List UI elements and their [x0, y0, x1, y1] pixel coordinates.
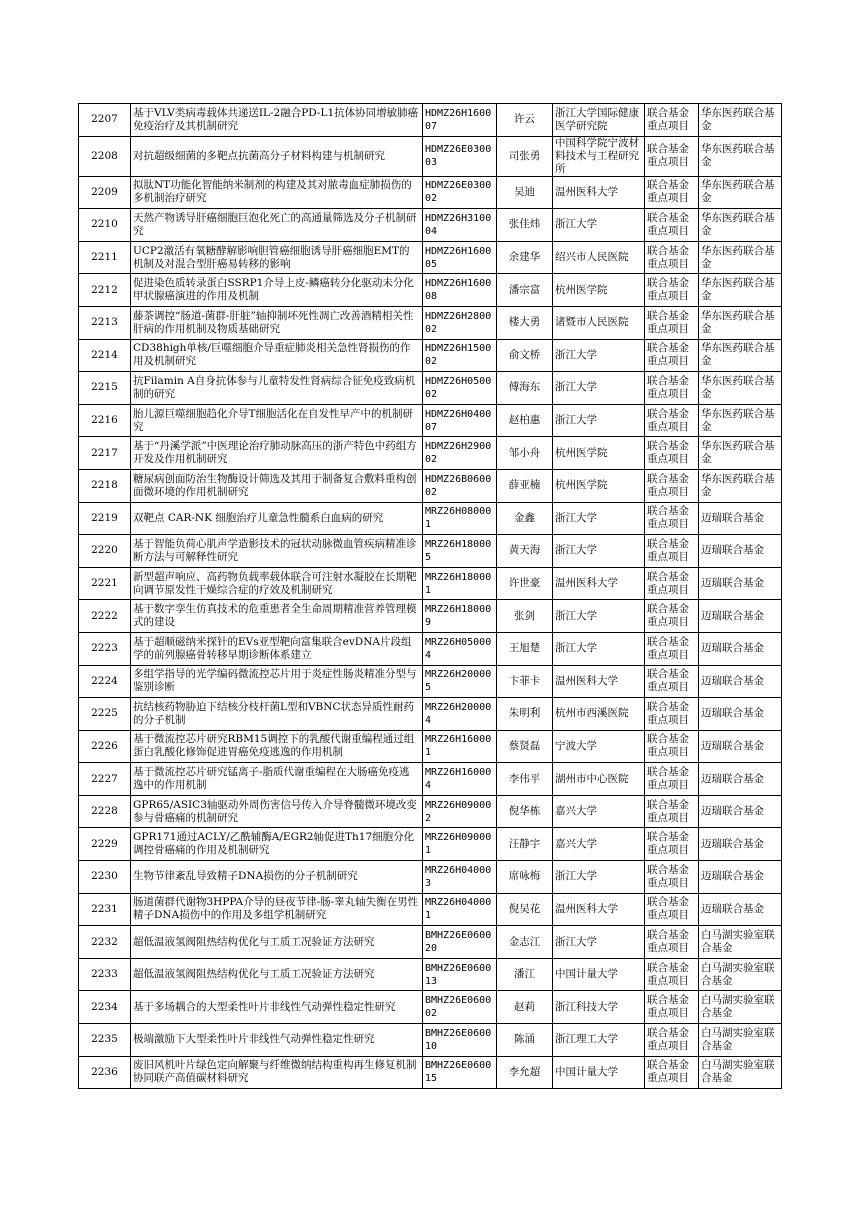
institution: 浙江大学 — [553, 209, 645, 242]
institution: 浙江大学 — [553, 632, 645, 665]
fund-name: 迈瑞联合基金 — [699, 502, 782, 535]
row-number: 2231 — [79, 893, 131, 926]
project-type: 联合基金重点项目 — [645, 1024, 699, 1057]
institution: 温州医科大学 — [553, 176, 645, 209]
table-row — [79, 372, 782, 405]
fund-name: 迈瑞联合基金 — [699, 535, 782, 568]
principal-investigator: 卞菲卡 — [497, 665, 553, 698]
institution: 温州医科大学 — [553, 893, 645, 926]
table-row — [79, 1056, 782, 1089]
table-row — [79, 404, 782, 437]
project-code: HDMZ26B060002 — [423, 469, 497, 502]
project-title: 肠道菌群代谢物3HPPA介导的昼夜节律-肠-睾丸轴失衡在男性精子DNA损伤中的作用及多组学机制研究 — [131, 893, 423, 926]
fund-name: 迈瑞联合基金 — [699, 567, 782, 600]
project-title: 生物节律紊乱导致精子DNA损伤的分子机制研究 — [131, 861, 423, 894]
principal-investigator: 许云 — [497, 104, 553, 137]
row-number: 2223 — [79, 632, 131, 665]
project-title: 天然产物诱导肝癌细胞巨泡化死亡的高通量筛选及分子机制研究 — [131, 209, 423, 242]
project-code: HDMZ26H150002 — [423, 339, 497, 372]
institution: 嘉兴大学 — [553, 795, 645, 828]
project-code: MRZ26H040003 — [423, 861, 497, 894]
fund-name: 迈瑞联合基金 — [699, 763, 782, 796]
table-row — [79, 958, 782, 991]
project-title: 基于微流控芯片研究锰离子-脂质代谢重编程在大肠癌免疫逃逸中的作用机制 — [131, 763, 423, 796]
institution: 浙江大学 — [553, 861, 645, 894]
project-type: 联合基金重点项目 — [645, 372, 699, 405]
principal-investigator: 吴迪 — [497, 176, 553, 209]
project-title: 抗Filamin A自身抗体参与儿童特发性肾病综合征免疫致病机制的研究 — [131, 372, 423, 405]
project-type: 联合基金重点项目 — [645, 926, 699, 959]
project-title: 废旧风机叶片绿色定向解聚与纤维微纳结构重构再生修复机制协同联产高值碳材料研究 — [131, 1056, 423, 1089]
row-number: 2224 — [79, 665, 131, 698]
project-type: 联合基金重点项目 — [645, 763, 699, 796]
institution: 浙江大学 — [553, 926, 645, 959]
row-number: 2221 — [79, 567, 131, 600]
project-type: 联合基金重点项目 — [645, 209, 699, 242]
project-type: 联合基金重点项目 — [645, 437, 699, 470]
principal-investigator: 许世豪 — [497, 567, 553, 600]
table-row — [79, 502, 782, 535]
principal-investigator: 薛亚楠 — [497, 469, 553, 502]
project-type: 联合基金重点项目 — [645, 136, 699, 176]
principal-investigator: 张剑 — [497, 600, 553, 633]
institution: 杭州市西溪医院 — [553, 698, 645, 731]
project-type: 联合基金重点项目 — [645, 698, 699, 731]
project-type: 联合基金重点项目 — [645, 861, 699, 894]
institution: 杭州医学院 — [553, 469, 645, 502]
table-row — [79, 209, 782, 242]
project-title: CD38high单核/巨噬细胞介导重症肺炎相关急性肾损伤的作用及机制研究 — [131, 339, 423, 372]
table-row — [79, 1024, 782, 1057]
fund-name: 迈瑞联合基金 — [699, 600, 782, 633]
table-row — [79, 535, 782, 568]
project-type: 联合基金重点项目 — [645, 730, 699, 763]
table-row — [79, 306, 782, 339]
institution: 宁波大学 — [553, 730, 645, 763]
project-code: HDMZ26E030002 — [423, 176, 497, 209]
project-title: 基于超顺磁纳米探针的EVs亚型靶向富集联合evDNA片段组学的前列腺癌骨转移早期诊断体系建立 — [131, 632, 423, 665]
table-row — [79, 567, 782, 600]
table-row — [79, 698, 782, 731]
row-number: 2208 — [79, 136, 131, 176]
principal-investigator: 倪吴花 — [497, 893, 553, 926]
project-code: MRZ26H090002 — [423, 795, 497, 828]
institution: 嘉兴大学 — [553, 828, 645, 861]
project-type: 联合基金重点项目 — [645, 502, 699, 535]
table-row — [79, 600, 782, 633]
fund-name: 迈瑞联合基金 — [699, 795, 782, 828]
table-row — [79, 274, 782, 307]
project-title: 基于智能负荷心肌声学造影技术的冠状动脉微血管疾病精准诊断方法与可解释性研究 — [131, 535, 423, 568]
project-code: MRZ26H200005 — [423, 665, 497, 698]
principal-investigator: 倪华栋 — [497, 795, 553, 828]
fund-name: 白马湖实验室联合基金 — [699, 1056, 782, 1089]
row-number: 2210 — [79, 209, 131, 242]
principal-investigator: 黄天海 — [497, 535, 553, 568]
row-number: 2236 — [79, 1056, 131, 1089]
principal-investigator: 赵莉 — [497, 991, 553, 1024]
institution: 中国计量大学 — [553, 1056, 645, 1089]
institution: 中国计量大学 — [553, 958, 645, 991]
project-code: MRZ26H050004 — [423, 632, 497, 665]
fund-name: 华东医药联合基金 — [699, 104, 782, 137]
project-type: 联合基金重点项目 — [645, 241, 699, 274]
project-title: 超低温液氢阀阻热结构优化与工质工况验证方法研究 — [131, 926, 423, 959]
project-type: 联合基金重点项目 — [645, 893, 699, 926]
table-row — [79, 437, 782, 470]
institution: 杭州医学院 — [553, 274, 645, 307]
principal-investigator: 王旭楚 — [497, 632, 553, 665]
project-type: 联合基金重点项目 — [645, 176, 699, 209]
table-row — [79, 665, 782, 698]
project-code: HDMZ26H280002 — [423, 306, 497, 339]
institution: 浙江大学 — [553, 600, 645, 633]
fund-name: 华东医药联合基金 — [699, 404, 782, 437]
project-code: HDMZ26H310004 — [423, 209, 497, 242]
project-type: 联合基金重点项目 — [645, 1056, 699, 1089]
institution: 浙江大学国际健康医学研究院 — [553, 104, 645, 137]
row-number: 2207 — [79, 104, 131, 137]
fund-name: 迈瑞联合基金 — [699, 861, 782, 894]
project-title: 基于数字孪生仿真技术的危重患者全生命周期精准营养管理模式的建设 — [131, 600, 423, 633]
fund-name: 华东医药联合基金 — [699, 209, 782, 242]
institution: 浙江理工大学 — [553, 1024, 645, 1057]
institution: 绍兴市人民医院 — [553, 241, 645, 274]
fund-name: 华东医药联合基金 — [699, 339, 782, 372]
fund-name: 迈瑞联合基金 — [699, 698, 782, 731]
fund-name: 迈瑞联合基金 — [699, 632, 782, 665]
principal-investigator: 张佳炜 — [497, 209, 553, 242]
principal-investigator: 席咏梅 — [497, 861, 553, 894]
principal-investigator: 李允超 — [497, 1056, 553, 1089]
fund-name: 白马湖实验室联合基金 — [699, 958, 782, 991]
institution: 浙江大学 — [553, 502, 645, 535]
project-title: 藤茶调控“肠道-菌群-肝脏”轴抑制坏死性凋亡改善酒精相关性肝病的作用机制及物质基础研究 — [131, 306, 423, 339]
project-type: 联合基金重点项目 — [645, 600, 699, 633]
project-type: 联合基金重点项目 — [645, 795, 699, 828]
project-code: HDMZ26H160005 — [423, 241, 497, 274]
table-row — [79, 339, 782, 372]
project-type: 联合基金重点项目 — [645, 665, 699, 698]
project-code: MRZ26H180001 — [423, 567, 497, 600]
principal-investigator: 金志江 — [497, 926, 553, 959]
row-number: 2222 — [79, 600, 131, 633]
row-number: 2233 — [79, 958, 131, 991]
row-number: 2225 — [79, 698, 131, 731]
fund-name: 迈瑞联合基金 — [699, 730, 782, 763]
principal-investigator: 李伟平 — [497, 763, 553, 796]
project-type: 联合基金重点项目 — [645, 339, 699, 372]
row-number: 2213 — [79, 306, 131, 339]
project-title: 糖尿病创面防治生物酶设计筛选及其用于制备复合敷料重构创面微环境的作用机制研究 — [131, 469, 423, 502]
institution: 浙江大学 — [553, 372, 645, 405]
fund-name: 迈瑞联合基金 — [699, 893, 782, 926]
fund-name: 白马湖实验室联合基金 — [699, 926, 782, 959]
principal-investigator: 潘宗富 — [497, 274, 553, 307]
principal-investigator: 余建华 — [497, 241, 553, 274]
project-title: 超低温液氢阀阻热结构优化与工质工况验证方法研究 — [131, 958, 423, 991]
project-type: 联合基金重点项目 — [645, 535, 699, 568]
table-row — [79, 828, 782, 861]
project-title: 双靶点 CAR-NK 细胞治疗儿童急性髓系白血病的研究 — [131, 502, 423, 535]
fund-name: 华东医药联合基金 — [699, 469, 782, 502]
principal-investigator: 傅海东 — [497, 372, 553, 405]
project-title: 对抗超级细菌的多靶点抗菌高分子材料构建与机制研究 — [131, 136, 423, 176]
project-title: 多组学指导的光学编码微流控芯片用于炎症性肠炎精准分型与鉴别诊断 — [131, 665, 423, 698]
row-number: 2212 — [79, 274, 131, 307]
principal-investigator: 蔡贤磊 — [497, 730, 553, 763]
project-title: 新型超声响应、高药物负载率载体联合可注射水凝胶在长期靶向调节原发性干燥综合症的疗效及机制研究 — [131, 567, 423, 600]
principal-investigator: 楼大勇 — [497, 306, 553, 339]
project-code: MRZ26H180005 — [423, 535, 497, 568]
project-title: 基于VLV类病毒载体共递送IL-2融合PD-L1抗体协同增敏肺癌免疫治疗及其机制研究 — [131, 104, 423, 137]
project-type: 联合基金重点项目 — [645, 991, 699, 1024]
row-number: 2209 — [79, 176, 131, 209]
fund-name: 白马湖实验室联合基金 — [699, 1024, 782, 1057]
table-row — [79, 861, 782, 894]
table-row — [79, 104, 782, 137]
project-code: HDMZ26E030003 — [423, 136, 497, 176]
table-row — [79, 632, 782, 665]
project-code: HDMZ26H050002 — [423, 372, 497, 405]
institution: 诸暨市人民医院 — [553, 306, 645, 339]
row-number: 2219 — [79, 502, 131, 535]
fund-name: 白马湖实验室联合基金 — [699, 991, 782, 1024]
principal-investigator: 潘江 — [497, 958, 553, 991]
fund-name: 迈瑞联合基金 — [699, 665, 782, 698]
project-type: 联合基金重点项目 — [645, 306, 699, 339]
row-number: 2227 — [79, 763, 131, 796]
project-type: 联合基金重点项目 — [645, 958, 699, 991]
project-code: BMHZ26E060010 — [423, 1024, 497, 1057]
project-table-body — [79, 104, 782, 1089]
row-number: 2235 — [79, 1024, 131, 1057]
project-code: HDMZ26H160008 — [423, 274, 497, 307]
project-title: 抗结核药物胁迫下结核分枝杆菌L型和VBNC状态异质性耐药的分子机制 — [131, 698, 423, 731]
principal-investigator: 司张勇 — [497, 136, 553, 176]
project-code: HDMZ26H040007 — [423, 404, 497, 437]
principal-investigator: 汪静宇 — [497, 828, 553, 861]
table-row — [79, 241, 782, 274]
table-row — [79, 795, 782, 828]
row-number: 2229 — [79, 828, 131, 861]
institution: 湖州市中心医院 — [553, 763, 645, 796]
project-code: MRZ26H080001 — [423, 502, 497, 535]
row-number: 2228 — [79, 795, 131, 828]
row-number: 2230 — [79, 861, 131, 894]
project-type: 联合基金重点项目 — [645, 567, 699, 600]
project-title: 基于“丹溪学派”中医理论治疗肺动脉高压的浙产特色中药组方开发及作用机制研究 — [131, 437, 423, 470]
institution: 浙江大学 — [553, 339, 645, 372]
row-number: 2226 — [79, 730, 131, 763]
project-title: 基于多场耦合的大型柔性叶片非线性气动弹性稳定性研究 — [131, 991, 423, 1024]
principal-investigator: 俞文桥 — [497, 339, 553, 372]
project-title: GPR65/ASIC3轴驱动外周伤害信号传入介导脊髓微环境改变参与骨癌痛的机制研究 — [131, 795, 423, 828]
fund-name: 华东医药联合基金 — [699, 306, 782, 339]
fund-name: 华东医药联合基金 — [699, 176, 782, 209]
row-number: 2215 — [79, 372, 131, 405]
table-row — [79, 893, 782, 926]
project-code: BMHZ26E060002 — [423, 991, 497, 1024]
row-number: 2232 — [79, 926, 131, 959]
principal-investigator: 金鑫 — [497, 502, 553, 535]
table-row — [79, 469, 782, 502]
fund-name: 华东医药联合基金 — [699, 274, 782, 307]
row-number: 2211 — [79, 241, 131, 274]
project-code: BMHZ26E060020 — [423, 926, 497, 959]
project-title: 基于微流控芯片研究RBM15调控下的乳酸代谢重编程通过组蛋白乳酸化修饰促进胃癌免疫逃逸的作用机制 — [131, 730, 423, 763]
project-type: 联合基金重点项目 — [645, 404, 699, 437]
institution: 杭州医学院 — [553, 437, 645, 470]
project-code: BMHZ26E060013 — [423, 958, 497, 991]
institution: 浙江大学 — [553, 404, 645, 437]
project-code: HDMZ26H160007 — [423, 104, 497, 137]
principal-investigator: 朱明利 — [497, 698, 553, 731]
project-code: MRZ26H090001 — [423, 828, 497, 861]
principal-investigator: 陈涌 — [497, 1024, 553, 1057]
table-row — [79, 926, 782, 959]
institution: 浙江大学 — [553, 535, 645, 568]
fund-name: 迈瑞联合基金 — [699, 828, 782, 861]
project-code: MRZ26H160001 — [423, 730, 497, 763]
row-number: 2220 — [79, 535, 131, 568]
institution: 浙江科技大学 — [553, 991, 645, 1024]
institution: 温州医科大学 — [553, 665, 645, 698]
project-code: MRZ26H200004 — [423, 698, 497, 731]
project-title: 胎儿源巨噬细胞趋化介导T细胞活化在自发性早产中的机制研究 — [131, 404, 423, 437]
row-number: 2217 — [79, 437, 131, 470]
row-number: 2214 — [79, 339, 131, 372]
table-row — [79, 763, 782, 796]
project-type: 联合基金重点项目 — [645, 828, 699, 861]
table-row — [79, 136, 782, 176]
fund-name: 华东医药联合基金 — [699, 372, 782, 405]
project-code: MRZ26H160004 — [423, 763, 497, 796]
project-title: GPR171通过ACLY/乙酰辅酶A/EGR2轴促进Th17细胞分化调控骨癌痛的作用及机制研究 — [131, 828, 423, 861]
project-title: 促进染色质转录蛋白SSRP1介导上皮-鳞癌转分化驱动未分化甲状腺癌演进的作用及机制 — [131, 274, 423, 307]
institution: 温州医科大学 — [553, 567, 645, 600]
fund-name: 华东医药联合基金 — [699, 136, 782, 176]
project-type: 联合基金重点项目 — [645, 104, 699, 137]
project-code: HDMZ26H290002 — [423, 437, 497, 470]
project-title: UCP2激活有氧糖酵解影响胆管癌细胞诱导肝癌细胞EMT的机制及对混合型肝癌易转移的影响 — [131, 241, 423, 274]
project-type: 联合基金重点项目 — [645, 632, 699, 665]
project-type: 联合基金重点项目 — [645, 274, 699, 307]
fund-name: 华东医药联合基金 — [699, 437, 782, 470]
project-table — [78, 103, 782, 1089]
project-code: MRZ26H180009 — [423, 600, 497, 633]
row-number: 2216 — [79, 404, 131, 437]
project-code: BMHZ26E060015 — [423, 1056, 497, 1089]
row-number: 2218 — [79, 469, 131, 502]
principal-investigator: 赵柏惠 — [497, 404, 553, 437]
project-title: 极端激励下大型柔性叶片非线性气动弹性稳定性研究 — [131, 1024, 423, 1057]
project-type: 联合基金重点项目 — [645, 469, 699, 502]
table-row — [79, 730, 782, 763]
project-title: 拟肽NT功能化智能纳米制剂的构建及其对脓毒血症肺损伤的多机制治疗研究 — [131, 176, 423, 209]
row-number: 2234 — [79, 991, 131, 1024]
principal-investigator: 邹小舟 — [497, 437, 553, 470]
institution: 中国科学院宁波材料技术与工程研究所 — [553, 136, 645, 176]
project-code: MRZ26H040001 — [423, 893, 497, 926]
table-row — [79, 176, 782, 209]
table-row — [79, 991, 782, 1024]
fund-name: 华东医药联合基金 — [699, 241, 782, 274]
